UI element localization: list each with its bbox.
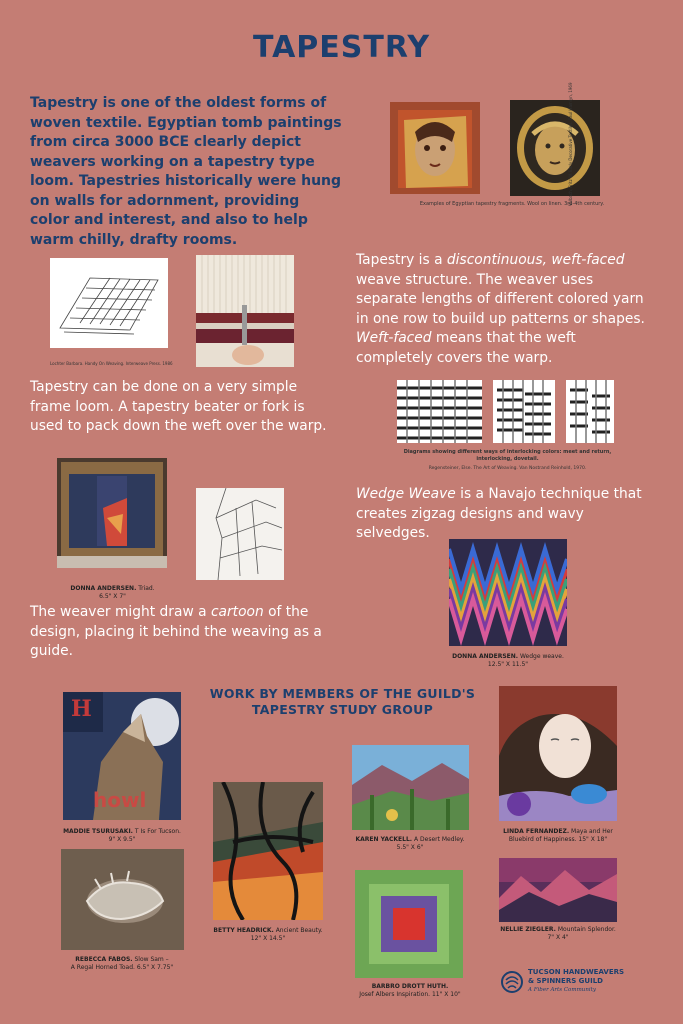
donna-wedge-name: DONNA ANDERSEN. — [452, 653, 519, 660]
frame-loom-text: Tapestry can be done on a very simple frame loom. A tapestry beater or fork is used to pack down the weft over the warp. — [30, 379, 327, 434]
egyptian-caption: Examples of Egyptian tapestry fragments. Wool on linen. 3rd-4th century. — [419, 201, 605, 207]
linda-title2: Bluebird of Happiness. 15" X 18" — [508, 836, 608, 843]
discontinuous-text — [356, 251, 656, 368]
rebecca-caption — [42, 956, 202, 972]
loom-drawing — [50, 258, 168, 348]
maddie-tapestry-image — [63, 692, 181, 820]
rebecca-title2: A Regal Horned Toad. 6.5" X 7.75" — [70, 964, 174, 971]
rebecca-title: Slow Sam – — [134, 956, 169, 963]
maddie-title: T Is For Tucson. — [134, 828, 181, 835]
rebecca-tapestry-image — [61, 849, 184, 950]
karen-caption — [340, 836, 480, 852]
betty-title: Ancient Beauty. — [275, 927, 323, 934]
guild-logo-line3: A Fiber Arts Community — [528, 987, 596, 993]
donna-wedge-title: Wedge weave. — [519, 653, 564, 660]
interlock-credit: Regensteiner, Else. The Art of Weaving. Van Nostrand Reinhold, 1970. — [428, 466, 587, 471]
intro-text: Tapestry is one of the oldest forms of woven textile. Egyptian tomb paintings from circa 3000 BCE clearly depict weavers working on a tapestry type loom. Tapestries historically were hung on walls for adornment, providing color and interest, and also to help warm chilly, drafty rooms. — [30, 95, 342, 248]
donna-triad-size: 6.5" X 7" — [99, 593, 126, 600]
loom-credit: Lochter Barbara. Handy On Weaving. Interweave Press. 1986 — [50, 361, 173, 366]
discontinuous-em1: discontinuous, weft-faced — [446, 252, 625, 268]
karen-title: A Desert Medley. — [414, 836, 465, 843]
karen-size: 5.5" X 6" — [396, 844, 424, 851]
karen-name: KAREN YACKELL. — [355, 836, 413, 843]
discontinuous-p3: means that the weft completely covers the warp. — [356, 330, 576, 366]
betty-name: BETTY HEADRICK. — [213, 927, 274, 934]
discontinuous-p1: Tapestry is a — [356, 252, 447, 268]
section-title-line1: WORK BY MEMBERS OF THE GUILD'S — [209, 686, 476, 701]
nellie-size: 7" X 4" — [547, 934, 569, 941]
linda-title: Maya and Her — [571, 828, 613, 835]
linda-tapestry-image — [499, 686, 617, 821]
guild-logo-line2: & SPINNERS GUILD — [528, 977, 603, 985]
barbro-caption — [330, 983, 490, 999]
fork-weaving-photo — [196, 255, 294, 367]
barbro-tapestry-image — [355, 870, 463, 978]
interlock-diagram-2 — [493, 380, 555, 443]
linda-name: LINDA FERNANDEZ. — [503, 828, 570, 835]
donna-wedge-size: 12.5" X 11.5" — [487, 661, 529, 668]
maddie-name: MADDIE TSURUSAKI. — [63, 828, 133, 835]
nellie-name: NELLIE ZIEGLER. — [500, 926, 556, 933]
betty-tapestry-image — [213, 782, 323, 920]
nellie-tapestry-image — [499, 858, 617, 922]
maddie-howl-word: howl — [93, 788, 147, 812]
egyptian-fragment-image-1 — [390, 102, 480, 194]
karen-tapestry-image — [352, 745, 469, 830]
guild-logo-line1: TUCSON HANDWEAVERS — [528, 968, 625, 976]
cartoon-sketch — [196, 488, 284, 580]
interlock-caption: Diagrams showing different ways of interlocking colors: meet and return, interlocking, dovetail. — [403, 449, 612, 462]
donna-wedge-weave-image — [449, 539, 567, 646]
cartoon-p2: of the design, placing it behind the weaving as a guide. — [30, 604, 322, 659]
interlock-diagram-1 — [397, 380, 482, 443]
section-title-line2: TAPESTRY STUDY GROUP — [251, 702, 434, 717]
egyptian-fragment-image-2 — [510, 100, 600, 196]
cartoon-text — [30, 603, 330, 662]
page-title: TAPESTRY — [252, 30, 431, 65]
cartoon-p1: The weaver might draw a — [30, 604, 211, 620]
barbro-title: Josef Albers Inspiration. 11" X 10" — [359, 991, 461, 998]
cartoon-em: cartoon — [210, 604, 264, 620]
linda-caption — [485, 828, 631, 844]
betty-caption — [200, 927, 336, 943]
maddie-caption — [52, 828, 192, 844]
wedge-weave-em: Wedge Weave — [356, 486, 456, 502]
betty-size: 12" X 14.5" — [250, 935, 286, 942]
guild-logo — [500, 968, 650, 998]
maddie-letter-h: H — [71, 696, 92, 722]
wedge-weave-text — [356, 485, 661, 544]
discontinuous-p2: weave structure. The weaver uses separate lengths of different colored yarn in one row to build up patterns or shapes. — [356, 271, 645, 327]
maddie-size: 9" X 9.5" — [108, 836, 136, 843]
donna-triad-name: DONNA ANDERSEN. — [70, 585, 137, 592]
barbro-name: BARBRO DROTT HUTH. — [371, 983, 449, 990]
wedge-weave-rest: is a Navajo technique that creates zigzag designs and wavy selvedges. — [356, 486, 642, 541]
rebecca-name: REBECCA FABOS. — [75, 956, 133, 963]
section-title — [185, 686, 500, 718]
interlock-diagram-3 — [566, 380, 614, 443]
discontinuous-em2: Weft-faced — [356, 330, 432, 346]
donna-wedge-caption — [440, 653, 576, 669]
nellie-title: Mountain Splendor. — [557, 926, 616, 933]
egyptian-side-credit: Volbach, Fritz W. Early Decorative Textiles. Paul Hamlyn, 1969 — [568, 82, 573, 206]
donna-triad-caption — [50, 585, 175, 601]
guild-logo-icon — [500, 970, 524, 994]
donna-triad-photo — [57, 458, 167, 568]
donna-triad-title: Triad. — [138, 585, 155, 592]
nellie-caption — [487, 926, 629, 942]
